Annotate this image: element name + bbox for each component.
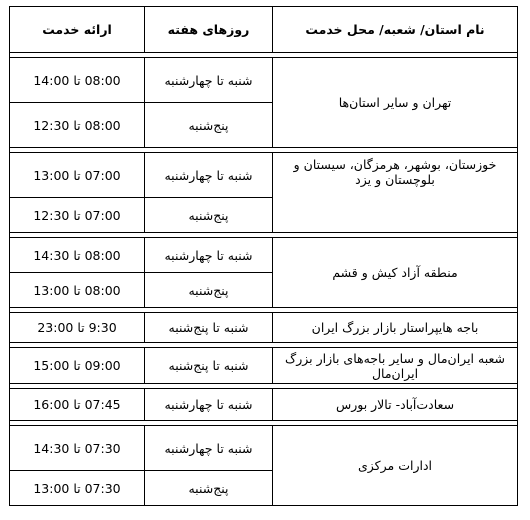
hours-text: 07:00 تا 12:30 [33,207,121,223]
header-location: نام استان/ شعبه/ محل خدمت [273,7,518,53]
table-row [10,389,518,421]
location-cell: تهران و سایر استان‌ها [273,58,518,148]
hours-cell [10,153,145,198]
hours-cell [10,103,145,148]
table-row [10,58,518,103]
location-cell: خوزستان، بوشهر، هرمزگان، سیستان و بلوچستان و یزد [273,153,518,233]
hours-cell [10,313,145,343]
hours-text: 08:00 تا 13:00 [33,282,121,298]
table-row [10,153,518,198]
days-cell: شنبه تا چهارشنبه [145,238,273,273]
hours-cell [10,389,145,421]
days-cell: پنج‌شنبه [145,198,273,233]
days-cell: شنبه تا چهارشنبه [145,153,273,198]
hours-cell [10,58,145,103]
table-row [10,426,518,471]
hours-text: 07:30 تا 14:30 [33,440,121,456]
days-cell: شنبه تا پنج‌شنبه [145,348,273,384]
days-cell: شنبه تا پنج‌شنبه [145,313,273,343]
days-cell: پنج‌شنبه [145,103,273,148]
days-cell: شنبه تا چهارشنبه [145,58,273,103]
table-row [10,313,518,343]
header-row [10,7,518,53]
location-cell: ادارات مرکزی [273,426,518,506]
hours-cell [10,348,145,384]
hours-cell [10,238,145,273]
days-cell: پنج‌شنبه [145,471,273,506]
hours-text: 09:00 تا 15:00 [33,358,121,373]
hours-cell [10,273,145,308]
hours-cell [10,198,145,233]
location-cell: منطقه آزاد کیش و قشم [273,238,518,308]
hours-text: 9:30 تا 23:00 [37,320,117,335]
header-hours: ارائه خدمت [10,7,145,53]
hours-text: 07:00 تا 13:00 [33,167,121,183]
hours-cell [10,471,145,506]
hours-cell [10,426,145,471]
location-cell: باجه هایپراستار بازار بزرگ ایران [273,313,518,343]
hours-text: 07:30 تا 13:00 [33,480,121,496]
hours-text: 08:00 تا 12:30 [33,117,121,133]
table-row [10,238,518,273]
hours-text: 07:45 تا 16:00 [33,397,121,412]
hours-text: 08:00 تا 14:30 [33,247,121,263]
days-cell: شنبه تا چهارشنبه [145,389,273,421]
table-row [10,348,518,384]
hours-text: 08:00 تا 14:00 [33,72,121,88]
schedule-container [9,6,517,510]
location-cell: شعبه ایران‌مال و سایر باجه‌های بازار بزرگ ایران‌مال [273,348,518,384]
service-hours-table [9,6,518,506]
days-cell: شنبه تا چهارشنبه [145,426,273,471]
days-cell: پنج‌شنبه [145,273,273,308]
location-cell: سعادت‌آباد- تالار بورس [273,389,518,421]
header-days: روزهای هفته [145,7,273,53]
